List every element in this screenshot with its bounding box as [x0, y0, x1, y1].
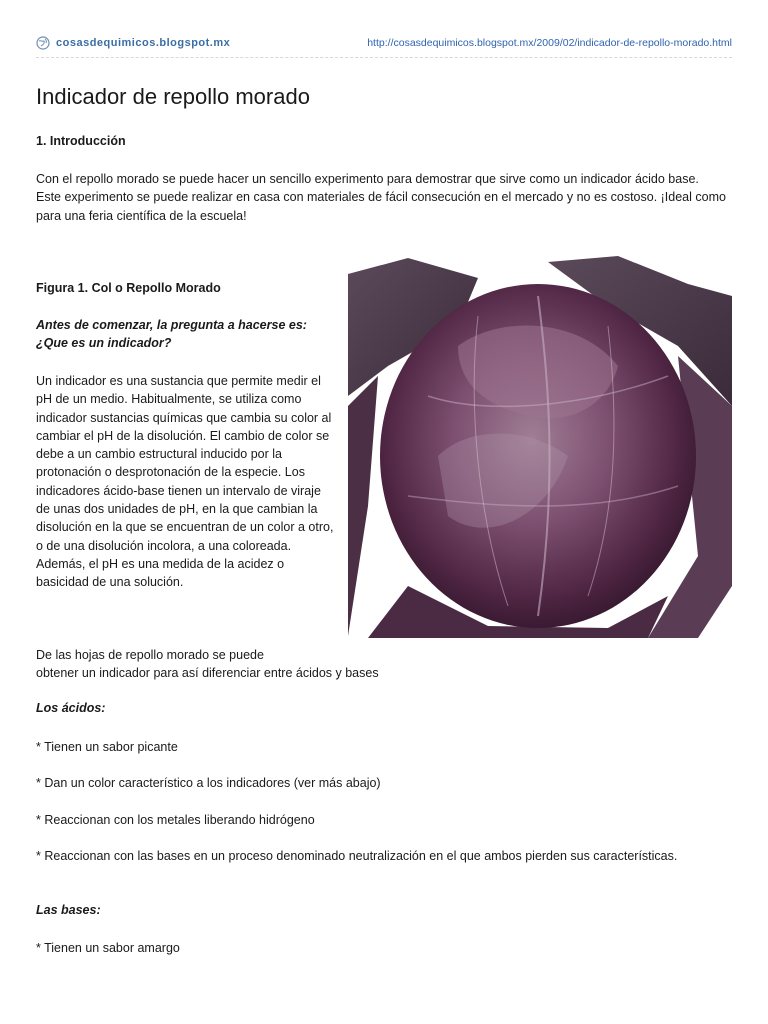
hojas-paragraph [36, 646, 456, 683]
page-title: Indicador de repollo morado [36, 84, 310, 109]
hojas-line-1: De las hojas de repollo morado se puede [36, 648, 264, 662]
definition-paragraph: Un indicador es una sustancia que permite medir el pH de un medio. Habitualmente, se utiliza como indicador sustancias químicas que cambia su color al cambiar el pH de la disolución. El cambio de color se debe a un cambio estructural inducido por la protonación o desprotonación de la especie. Los indicadores ácido-base tienen un intervalo de viraje de unas dos unidades de pH, en la que cambian la disolución en la que se encuentran de un color a otro, o de una disolución incolora, a una coloreada. Además, el pH es una medida de la acidez o basicidad de una solución. [36, 374, 334, 590]
source-url-link[interactable]: http://cosasdequimicos.blogspot.mx/2009/02/indicador-de-repollo-morado.html [367, 37, 732, 49]
intro-paragraph: Con el repollo morado se puede hacer un sencillo experimento para demostrar que sirve como un indicador ácido base. Este experimento se puede realizar en casa con materiales de fácil consecución en el mercado y no es costoso. ¡Ideal como para una feria científica de la escuela! [36, 172, 726, 223]
red-cabbage-image [348, 256, 732, 638]
list-item: * Reaccionan con los metales liberando hidrógeno [36, 813, 315, 827]
list-item: * Reaccionan con las bases en un proceso denominado neutralización en el que ambos pierden sus características. [36, 849, 678, 863]
acids-heading: Los ácidos: [36, 701, 106, 715]
list-item: * Dan un color característico a los indicadores (ver más abajo) [36, 776, 381, 790]
hojas-line-2: obtener un indicador para así diferenciar entre ácidos y bases [36, 666, 379, 681]
bases-heading: Las bases: [36, 903, 101, 917]
site-name-link[interactable]: cosasdequimicos.blogspot.mx [56, 37, 231, 49]
header-divider [36, 57, 732, 58]
globe-icon [36, 36, 50, 50]
figure-caption: Figura 1. Col o Repollo Morado [36, 281, 221, 295]
page-header [36, 33, 732, 53]
list-item: * Tienen un sabor picante [36, 740, 178, 754]
list-item: * Tienen un sabor amargo [36, 941, 180, 955]
section-heading-introduction: 1. Introducción [36, 134, 126, 148]
question-text: Antes de comenzar, la pregunta a hacerse es: ¿Que es un indicador? [36, 318, 307, 351]
